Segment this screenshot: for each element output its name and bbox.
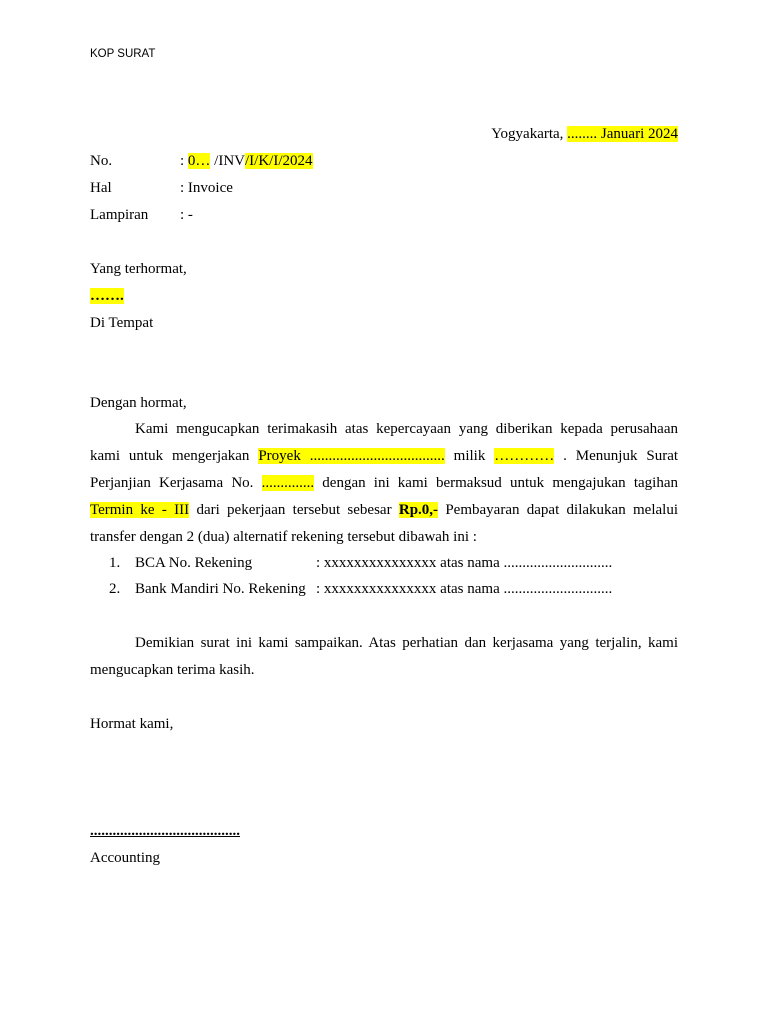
- signature-line: ........................................: [90, 823, 240, 839]
- letter-meta: [90, 152, 313, 233]
- meta-attachment: [90, 206, 313, 233]
- contract-number: ..............: [261, 475, 315, 491]
- recipient-location: Di Tempat: [90, 315, 154, 331]
- account-list: [90, 554, 678, 606]
- closing-paragraph: Demikian surat ini kami sampaikan. Atas perhatian dan kerjasama yang terjalin, kami mengucapkan terima kasih.: [90, 635, 678, 678]
- date-line: [491, 126, 678, 143]
- meta-number-label: No.: [90, 153, 113, 169]
- account-label: Bank Mandiri No. Rekening: [135, 581, 306, 597]
- meta-number-value: 0…: [187, 153, 211, 169]
- meta-attachment-label: Lampiran: [90, 207, 149, 223]
- meta-number-mid: /INV: [210, 153, 245, 169]
- letterhead: KOP SURAT: [90, 48, 156, 60]
- project-owner: …………: [494, 448, 555, 464]
- account-label: BCA No. Rekening: [135, 555, 253, 571]
- meta-number-suffix: /I/K/I/2024: [245, 153, 313, 169]
- regards: Hormat kami,: [90, 716, 174, 732]
- signer-role: Accounting: [90, 850, 160, 866]
- meta-attachment-value: : -: [180, 207, 193, 223]
- place: Yogyakarta,: [491, 126, 564, 142]
- recipient-name-line: [90, 287, 678, 305]
- meta-subject-label: Hal: [90, 180, 112, 196]
- list-item: 1. BCA No. Rekening : xxxxxxxxxxxxxxx atas nama .............................: [109, 555, 613, 571]
- amount: Rp.0,-: [398, 502, 439, 518]
- body-paragraph: Kami mengucapkan terimakasih atas kepercayaan yang diberikan kepada perusahaan kami untuk mengerjakan Proyek .................................... milik ………… . Menunjuk Surat Perjanjian Kerjasama No. .............. dengan ini kami bermaksud untuk mengajukan tagihan Termin ke - III dari pekerjaan tersebut sebesar Rp.0,- Pembayaran dapat dilakukan melalui transfer dengan 2 (dua) alternatif rekening tersebut dibawah ini :: [90, 421, 679, 545]
- meta-number: No. : 0… /INV/I/K/I/2024: [90, 153, 313, 169]
- account-value: : xxxxxxxxxxxxxxx atas nama .............................: [316, 555, 613, 571]
- greeting: Dengan hormat,: [90, 395, 187, 411]
- termin: Termin ke - III: [90, 502, 190, 518]
- list-item: 2. Bank Mandiri No. Rekening : xxxxxxxxxxxxxxx atas nama .............................: [109, 581, 613, 597]
- meta-subject: [90, 179, 313, 206]
- recipient-name: …….: [90, 288, 124, 304]
- project-name: Proyek ....................................: [258, 448, 445, 464]
- account-value: : xxxxxxxxxxxxxxx atas nama .............................: [316, 581, 613, 597]
- meta-subject-value: : Invoice: [180, 180, 233, 196]
- date-value: ........ Januari 2024: [567, 126, 678, 142]
- recipient-salutation: Yang terhormat,: [90, 261, 187, 277]
